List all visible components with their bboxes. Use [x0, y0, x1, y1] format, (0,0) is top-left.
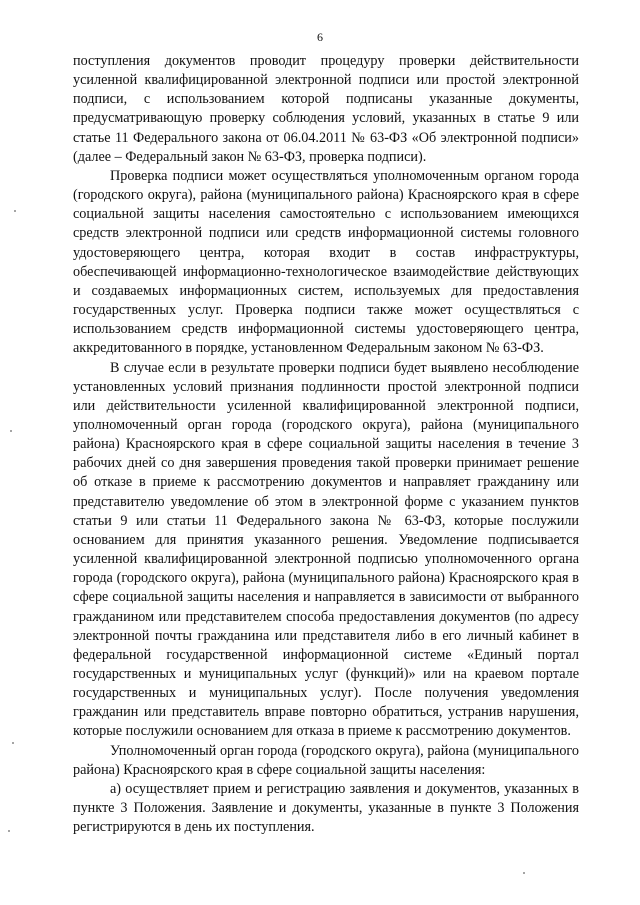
paragraph-signature-check: Проверка подписи может осуществляться уполномоченным органом города (городского округа), района (муниципального района) Красноярского края в сфере социальной защиты населения самостоятельно с использованием имеющихся средств электронной подписи или средств информационной системы головного удостоверяющего центра, которая входит в состав инфраструктуры, обеспечивающей информационно-технологическое взаимодействие действующих и создаваемых информационных систем, используемых для предоставления государственных услуг. Проверка подписи также может осуществляться с использованием средств информационной системы удостоверяющего центра, аккредитованного в порядке, установленном Федеральным законом № 63-ФЗ.: [73, 167, 579, 357]
paragraph-continuation: поступления документов проводит процедуру проверки действительности усиленной квалифицированной электронной подписи или простой электронной подписи, с использованием которой подписаны указанные документы, предусматривающую проверку соблюдения условий, указанных в статье 9 или статье 11 Федерального закона от 06.04.2011 № 63-ФЗ «Об электронной подписи» (далее – Федеральный закон № 63-ФЗ, проверка подписи).: [73, 53, 579, 165]
page-number: 6: [317, 30, 323, 44]
scan-speck: [12, 742, 14, 744]
scan-speck: [10, 430, 12, 432]
scan-speck: [8, 830, 10, 832]
scan-speck: [14, 210, 16, 212]
paragraph-item-a: а) осуществляет прием и регистрацию заявления и документов, указанных в пункте 3 Положения. Заявление и документы, указанные в пункте 3 Положения регистрируются в день их поступления.: [73, 780, 579, 836]
document-body: [73, 52, 579, 837]
scan-speck: [523, 872, 525, 874]
paragraph-check-failure: В случае если в результате проверки подписи будет выявлено несоблюдение установленных условий признания подлинности простой электронной подписи или действительности усиленной квалифицированной электронной подписи, уполномоченный орган города (городского округа), района (муниципального района) Красноярского края в сфере социальной защиты населения в течение 3 рабочих дней со дня завершения проведения такой проверки принимает решение об отказе в приеме к рассмотрению документов и направляет гражданину или представителю уведомление об этом в электронной форме с указанием пунктов статьи 9 или статьи 11 Федерального закона № 63-ФЗ, которые послужили основанием для принятия указанного решения. Уведомление подписывается усиленной квалифицированной электронной подписью уполномоченного органа города (городского округа), района (муниципального района) Красноярского края в сфере социальной защиты населения и направляется в зависимости от выбранного гражданином или представителем способа предоставления документов (по адресу электронной почты гражданина или представителя либо в его личный кабинет в федеральной государственной информационной системе «Единый портал государственных и муниципальных услуг (функций)» или на краевом портале государственных и муниципальных услуг). После получения уведомления гражданин или представитель вправе повторно обратиться, устранив нарушения, которые послужили основанием для отказа в приеме к рассмотрению документов.: [73, 359, 579, 740]
paragraph-authorized-body: Уполномоченный орган города (городского округа), района (муниципального района) Красноярского края в сфере социальной защиты населения:: [73, 742, 579, 778]
